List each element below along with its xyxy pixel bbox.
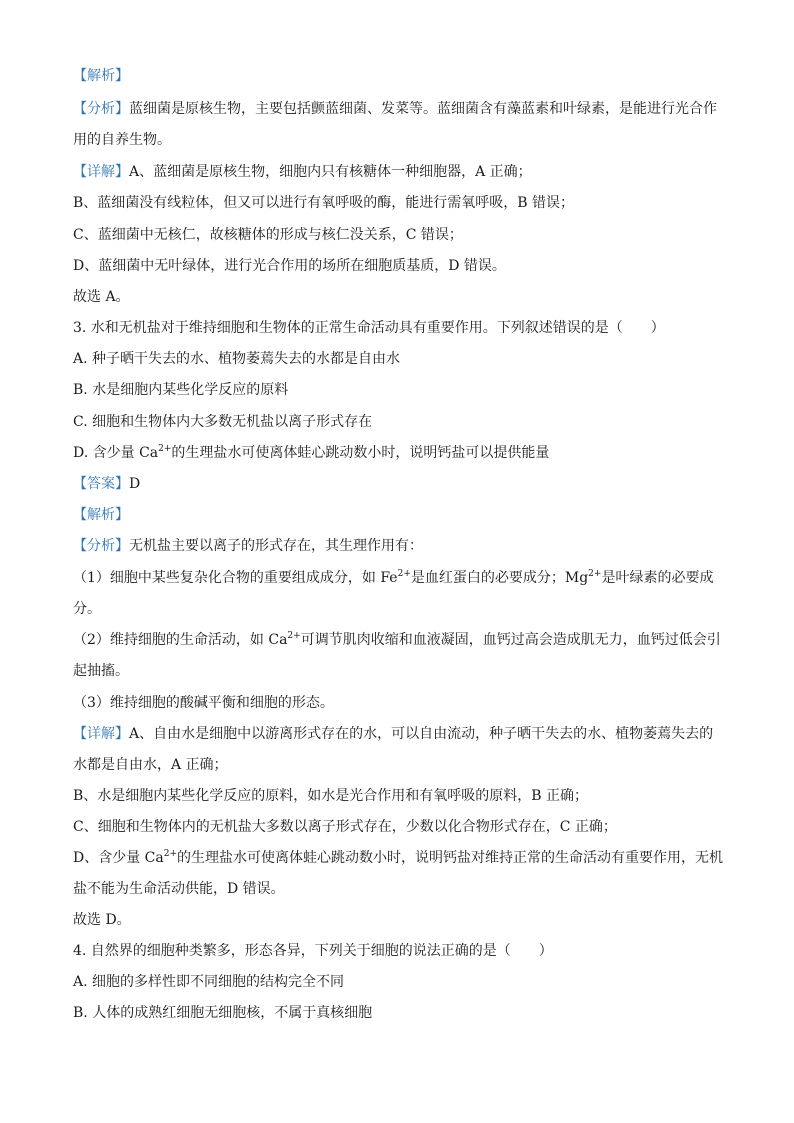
fenxi-line-2: 用的自养生物。 bbox=[73, 132, 171, 148]
xiangjie-tag: 【详解】 bbox=[73, 164, 129, 180]
question-3-option-a: A. 种子晒干失去的水、植物萎蔫失去的水都是自由水 bbox=[73, 351, 401, 367]
point-2-line-1: （2）维持细胞的生命活动，如 $Ca^{2+}$可调节肌肉收缩和血液凝固，血钙过高会造成肌无力，血钙过低会引 bbox=[73, 631, 721, 648]
xiangjie-line-d: D、蓝细菌中无叶绿体，进行光合作用的场所在细胞质基质，D 错误。 bbox=[73, 258, 506, 274]
fenxi-tag: 【分析】 bbox=[73, 101, 129, 117]
xiangjie-q3-line-a1: 【详解】A、自由水是细胞中以游离形式存在的水，可以自由流动，种子晒干失去的水、植物萎蔫失去的 bbox=[73, 726, 714, 742]
xiangjie-q3-line-d2: 盐不能为生命活动供能，D 错误。 bbox=[73, 881, 285, 897]
answer-value: D bbox=[129, 476, 141, 492]
xiangjie-q3-line-b: B、水是细胞内某些化学反应的原料，如水是光合作用和有氧呼吸的原料，B 正确； bbox=[73, 788, 589, 804]
analysis-label: 【解析】 bbox=[73, 68, 129, 84]
question-3-option-c: C. 细胞和生物体内大多数无机盐以离子形式存在 bbox=[73, 414, 373, 430]
question-3-option-b: B. 水是细胞内某些化学反应的原料 bbox=[73, 382, 289, 398]
answer-tag: 【答案】 bbox=[73, 476, 129, 492]
point-3: （3）维持细胞的酸碱平衡和细胞的形态。 bbox=[73, 695, 334, 711]
point-1-line-1: （1）细胞中某些复杂化合物的重要组成成分，如 $Fe^{2+}$是血红蛋白的必要成分；$Mg^{2+}$是叶绿素的必要成 bbox=[73, 569, 714, 586]
conclusion-q3: 故选 D。 bbox=[73, 912, 131, 928]
question-4-stem: 4. 自然界的细胞种类繁多，形态各异，下列关于细胞的说法正确的是（ ） bbox=[73, 943, 553, 959]
point-2-line-2: 起抽搐。 bbox=[73, 663, 129, 679]
answer-line bbox=[73, 475, 733, 493]
xiangjie-line-c: C、蓝细菌中无核仁，故核糖体的形成与核仁没关系，C 错误； bbox=[73, 227, 463, 243]
conclusion-q2: 故选 A。 bbox=[73, 289, 130, 305]
xiangjie-line-b: B、蓝细菌没有线粒体，但又可以进行有氧呼吸的酶，能进行需氧呼吸，B 错误； bbox=[73, 195, 575, 211]
xiangjie-q3-line-a2: 水都是自由水，A 正确； bbox=[73, 757, 228, 773]
xiangjie-q3-line-d1: D、含少量 $Ca^{2+}$的生理盐水可使离体蛙心跳动数小时，说明钙盐对维持正常的生命活动有重要作用，无机 bbox=[73, 849, 724, 866]
fenxi-line-1: 【分析】蓝细菌是原核生物，主要包括颤蓝细菌、发菜等。蓝细菌含有藻蓝素和叶绿素，是能进行光合作 bbox=[73, 101, 717, 117]
xiangjie-q3-line-c: C、细胞和生物体内的无机盐大多数以离子形式存在，少数以化合物形式存在，C 正确； bbox=[73, 819, 617, 835]
question-4-option-a: A. 细胞的多样性即不同细胞的结构完全不同 bbox=[73, 974, 345, 990]
question-3-option-d: D. 含少量 $Ca^{2+}$的生理盐水可使离体蛙心跳动数小时，说明钙盐可以提供能量 bbox=[73, 444, 550, 461]
question-4-option-b: B. 人体的成熟红细胞无细胞核，不属于真核细胞 bbox=[73, 1005, 373, 1021]
fenxi-line-q3: 【分析】无机盐主要以离子的形式存在，其生理作用有： bbox=[73, 538, 423, 554]
xiangjie-line-a: 【详解】A、蓝细菌是原核生物，细胞内只有核糖体一种细胞器，A 正确； bbox=[73, 164, 532, 180]
question-3-stem: 3. 水和无机盐对于维持细胞和生物体的正常生命活动具有重要作用。下列叙述错误的是（ ） bbox=[73, 320, 665, 336]
analysis-label-q3: 【解析】 bbox=[73, 507, 129, 523]
point-1-line-2: 分。 bbox=[73, 601, 101, 617]
